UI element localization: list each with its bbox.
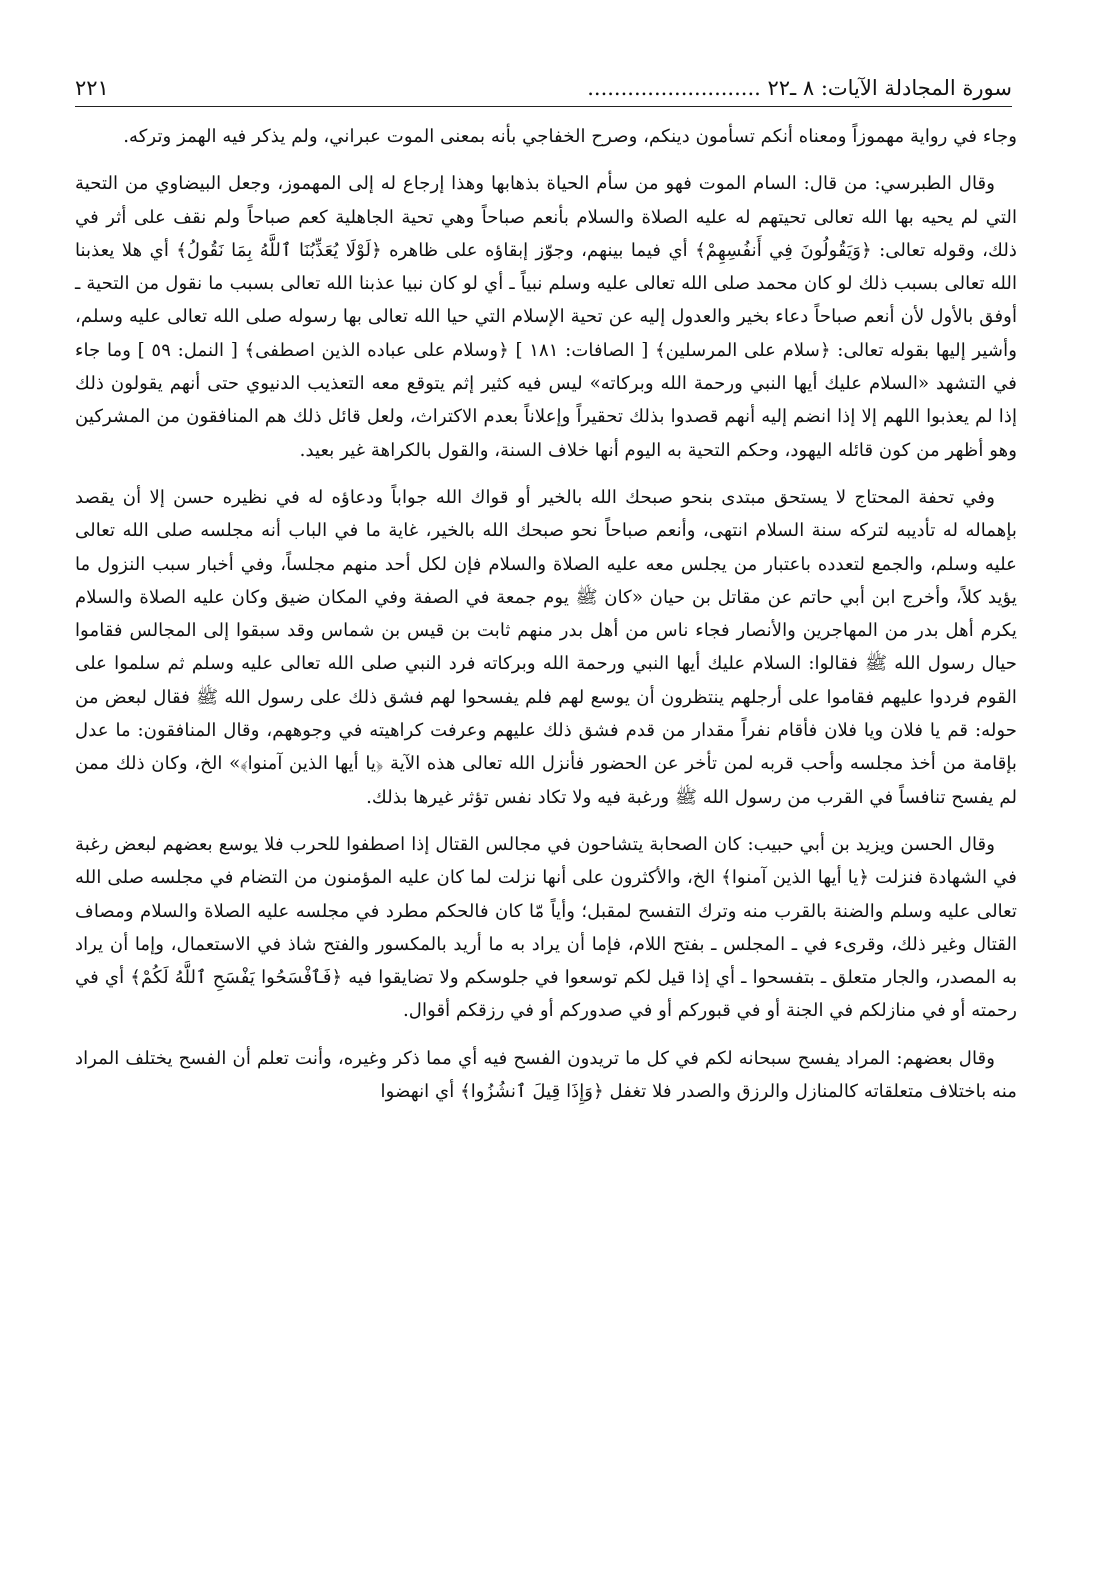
paragraph: وقال الحسن ويزيد بن أبي حبيب: كان الصحابة يتشاحون في مجالس القتال إذا اصطفوا للحرب فلا يوسع بعضهم لبعض رغبة في الشهادة فنزلت ﴿يا أيها الذين آمنوا﴾ الخ، والأكثرون على أنها نزلت لما كان عليه المؤمنون من التضام في مجلسه صلى الله تعالى عليه وسلم والضنة بالقرب منه وترك التفسح لمقبل؛ وأياً مّا كان فالحكم مطرد في مجلسه عليه الصلاة والسلام ومصاف القتال وغير ذلك، وقرىء في ـ المجلس ـ بفتح اللام، فإما أن يراد به ما أريد بالمكسور والفتح شاذ في الاستعمال، وإما أن يراد به المصدر، والجار متعلق ـ بتفسحوا ـ أي إذا قيل لكم توسعوا في جلوسكم ولا تضايقوا فيه ﴿فَٱفْسَحُوا يَفْسَحِ ٱللَّهُ لَكُمْ﴾ أي في رحمته أو في منازلكم في الجنة أو في قبوركم أو في صدوركم أو في رزقكم أقوال. — [75, 833, 1017, 1022]
paragraph: وقال الطبرسي: من قال: السام الموت فهو من سأم الحياة بذهابها وهذا إرجاع له إلى المهموز، وجعل البيضاوي من التحية التي لم يحيه بها الله تعالى تحيتهم له عليه الصلاة والسلام بأنعم صباحاً وهي تحية الجاهلية كعم صباحاً ولم نقف على أثر في ذلك، وقوله تعالى: ﴿وَيَقُولُونَ فِي أَنفُسِهِمْ﴾ أي فيما بينهم، وجوّز إبقاؤه على ظاهره ﴿لَوْلَا يُعَذِّبُنَا ٱللَّهُ بِمَا نَقُولُ﴾ أي هلا يعذبنا الله تعالى بسبب ذلك لو كان محمد صلى الله تعالى عليه وسلم نبياً ـ أي لو كان نبيا عذبنا الله تعالى بسبب ما نقول من التحية ـ أوفق بالأول لأن أنعم صباحاً دعاء بخير والعدول إليه عن تحية الإسلام التي حيا الله تعالى بها رسوله صلى الله تعالى عليه وسلم، وأشير إليها بقوله تعالى: ﴿سلام على المرسلين﴾ [ الصافات: ١٨١ ] ﴿وسلام على عباده الذين اصطفى﴾ [ النمل: ٥٩ ] وما جاء في التشهد «السلام عليك أيها النبي ورحمة الله وبركاته» ليس فيه كثير إثم يتوقع معه التعذيب الدنيوي حتى أنهم يقولون ذلك إذا لم يعذبوا اللهم إلا إذا انضم إليه أنهم قصدوا بذلك تحقيراً وإعلاناً بعدم الاكتراث، ولعل قائل ذلك هم المنافقون من المشركين وهو أظهر من كون قائله اليهود، وحكم التحية به اليوم أنها خلاف السنة، والقول بالكراهة غير بعيد. — [75, 173, 1017, 461]
paragraph: وقال بعضهم: المراد يفسح سبحانه لكم في كل ما تريدون الفسح فيه أي مما ذكر وغيره، وأنت تعلم أن الفسح يختلف المراد منه باختلاف متعلقاته كالمنازل والرزق والصدر فلا تغفل ﴿وَإِذَا قِيلَ ٱنشُزُوا﴾ أي انهضوا — [75, 1047, 1017, 1103]
page-number: ٢٢١ — [75, 76, 109, 100]
paragraph: وفي تحفة المحتاج لا يستحق مبتدى بنحو صبحك الله بالخير أو قواك الله جواباً ودعاؤه له في نظيره حسن إلا أن يقصد بإهماله له تأديبه لتركه سنة السلام انتهى، وأنعم صباحاً نحو صبحك الله بالخير، غاية ما في الباب أنه مجلسه صلى الله تعالى عليه وسلم، والجمع لتعدده باعتبار من يجلس معه عليه الصلاة والسلام فإن لكل أحد منهم مجلساً، وفي أخبار سبب النزول ما يؤيد كلاً، وأخرج ابن أبي حاتم عن مقاتل بن حيان «كان ﷺ يوم جمعة في الصفة وفي المكان ضيق وكان عليه الصلاة والسلام يكرم أهل بدر من المهاجرين والأنصار فجاء ناس من أهل بدر منهم ثابت بن قيس بن شماس وقد سبقوا إلى المجالس فقاموا حيال رسول الله ﷺ فقالوا: السلام عليك أيها النبي ورحمة الله وبركاته فرد النبي صلى الله تعالى عليه وسلم ثم سلموا على القوم فردوا عليهم فقاموا على أرجلهم ينتظرون أن يوسع لهم فلم يفسحوا لهم فشق ذلك على رسول الله ﷺ فقال لبعض من حوله: قم يا فلان ويا فلان فأقام نفراً مقدار من قدم فشق ذلك عليهم وعرفت كراهيته في وجوههم، وقال المنافقون: ما عدل بإقامة من أخذ مجلسه وأحب قربه لمن تأخر عن الحضور فأنزل الله تعالى هذه الآية ﴿يا أيها الذين آمنوا﴾» الخ، وكان ذلك ممن لم يفسح تنافساً في القرب من رسول الله ﷺ ورغبة فيه ولا تكاد نفس تؤثر غيرها بذلك. — [75, 486, 1017, 808]
paragraph: وجاء في رواية مهموزاً ومعناه أنكم تسأمون دينكم، وصرح الخفاجي بأنه بمعنى الموت عبراني، ولم يذكر فيه الهمز وتركه. — [123, 126, 1017, 147]
running-title: سورة المجادلة الآيات: ٨ ـ٢٢ .......................... — [587, 76, 1012, 100]
page-header — [75, 72, 1012, 107]
body-text — [75, 120, 1017, 1122]
